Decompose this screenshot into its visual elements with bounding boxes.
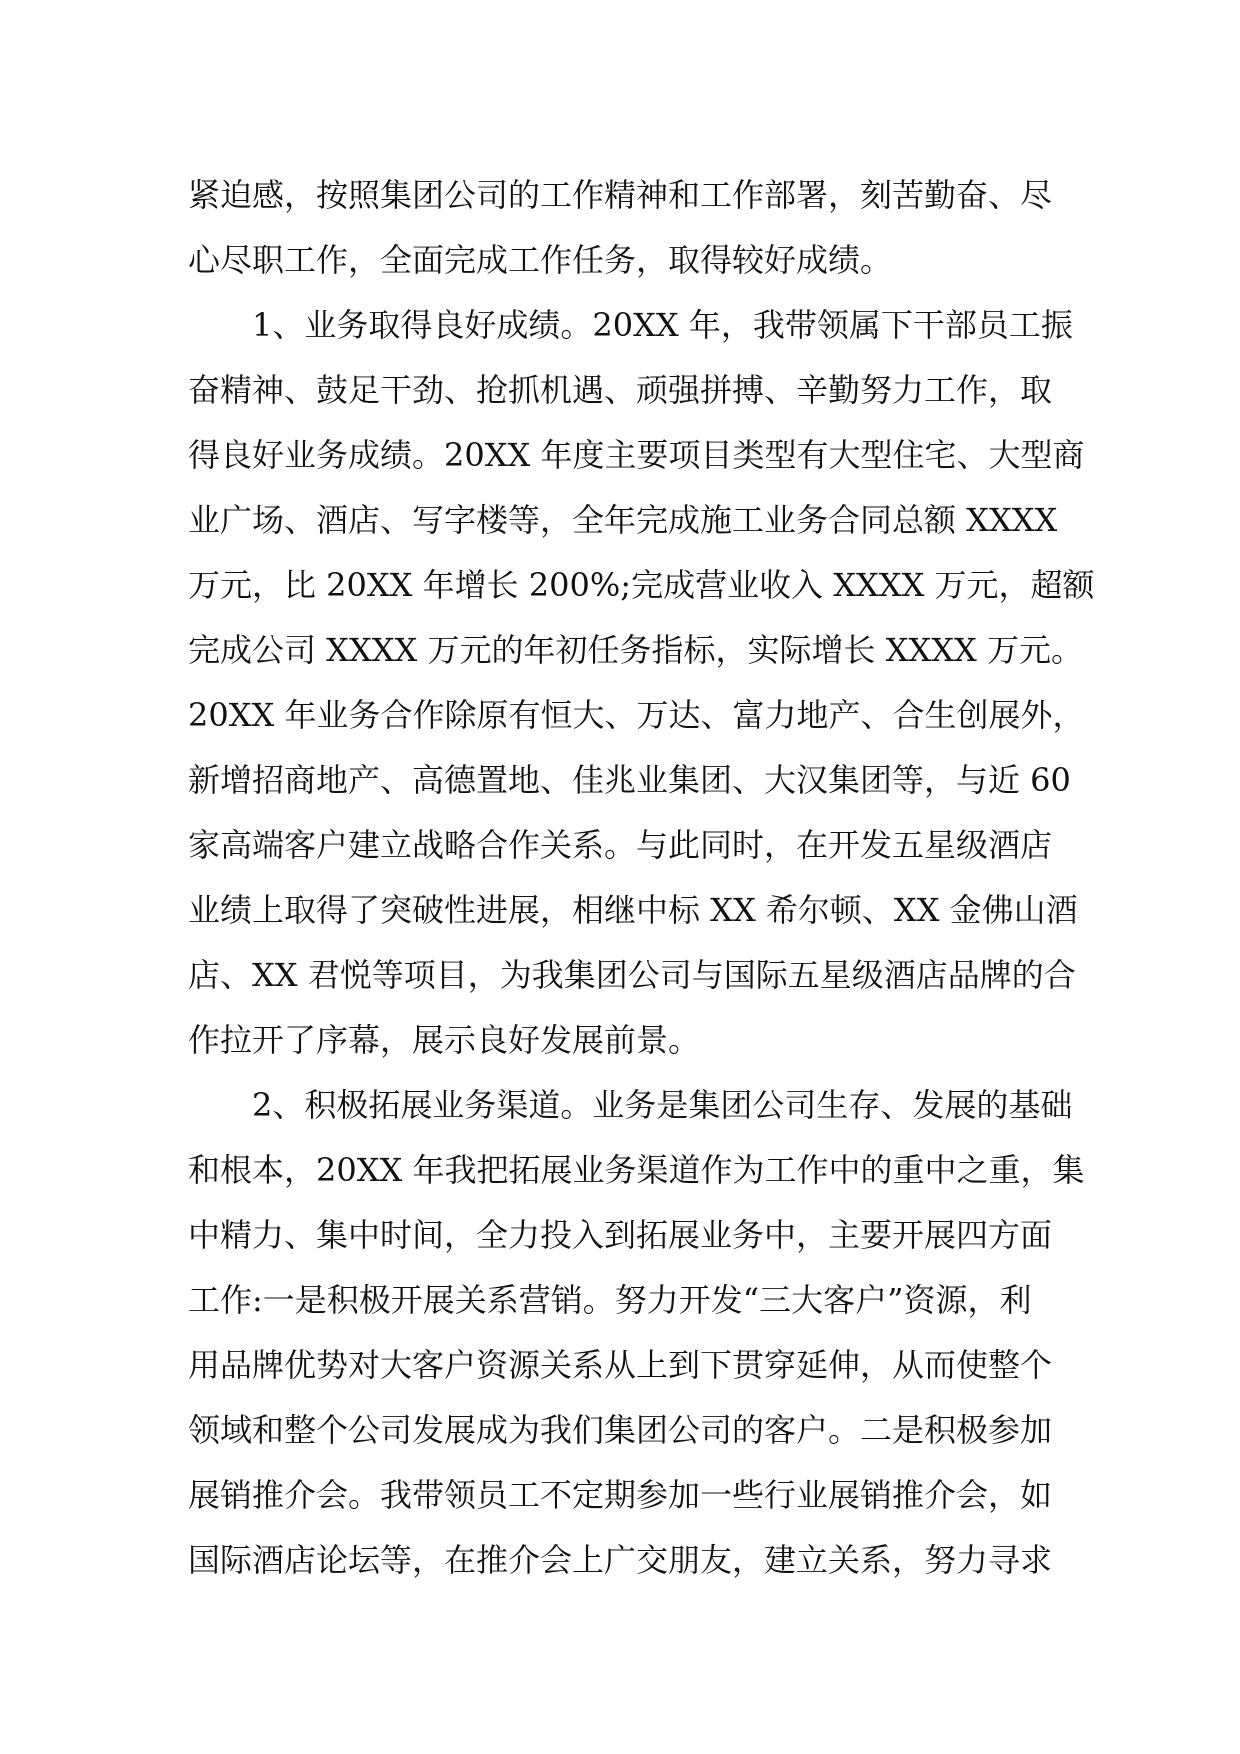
document-body — [188, 163, 1095, 1593]
text-line: 业广场、酒店、写字楼等，全年完成施工业务合同总额 XXXX — [188, 501, 1058, 539]
text-line: 万元，比 20XX 年增长 200%;完成营业收入 XXXX 万元，超额 — [188, 566, 1095, 604]
text-line: 20XX 年业务合作除原有恒大、万达、富力地产、合生创展外， — [188, 696, 1085, 734]
text-line: 用品牌优势对大客户资源关系从上到下贯穿延伸，从而使整个 — [188, 1346, 1053, 1384]
text-line: 完成公司 XXXX 万元的年初任务指标，实际增长 XXXX 万元。 — [188, 631, 1083, 669]
text-line: 心尽职工作，全面完成工作任务，取得较好成绩。 — [188, 241, 893, 279]
paragraph-start-line: 1、业务取得良好成绩。20XX 年，我带领属下干部员工振 — [252, 306, 1073, 344]
text-line: 奋精神、鼓足干劲、抢抓机遇、顽强拼搏、辛勤努力工作，取 — [188, 371, 1053, 409]
text-line: 领域和整个公司发展成为我们集团公司的客户。二是积极参加 — [188, 1411, 1053, 1449]
text-line: 店、XX 君悦等项目，为我集团公司与国际五星级酒店品牌的合 — [188, 956, 1076, 994]
text-line: 作拉开了序幕，展示良好发展前景。 — [188, 1021, 701, 1059]
text-line: 紧迫感，按照集团公司的工作精神和工作部署，刻苦勤奋、尽 — [188, 176, 1053, 214]
text-line: 得良好业务成绩。20XX 年度主要项目类型有大型住宅、大型商 — [188, 436, 1085, 474]
text-line: 展销推介会。我带领员工不定期参加一些行业展销推介会，如 — [188, 1476, 1053, 1514]
text-line: 国际酒店论坛等，在推介会上广交朋友，建立关系，努力寻求 — [188, 1541, 1053, 1579]
paragraph-start-line: 2、积极拓展业务渠道。业务是集团公司生存、发展的基础 — [252, 1086, 1073, 1124]
text-line: 工作:一是积极开展关系营销。努力开发“三大客户”资源，利 — [188, 1281, 1032, 1319]
text-line: 业绩上取得了突破性进展，相继中标 XX 希尔顿、XX 金佛山酒 — [188, 891, 1078, 929]
text-line: 中精力、集中时间，全力投入到拓展业务中，主要开展四方面 — [188, 1216, 1053, 1254]
text-line: 和根本，20XX 年我把拓展业务渠道作为工作中的重中之重，集 — [188, 1151, 1085, 1189]
text-line: 家高端客户建立战略合作关系。与此同时，在开发五星级酒店 — [188, 826, 1053, 864]
text-line: 新增招商地产、高德置地、佳兆业集团、大汉集团等，与近 60 — [188, 761, 1071, 799]
